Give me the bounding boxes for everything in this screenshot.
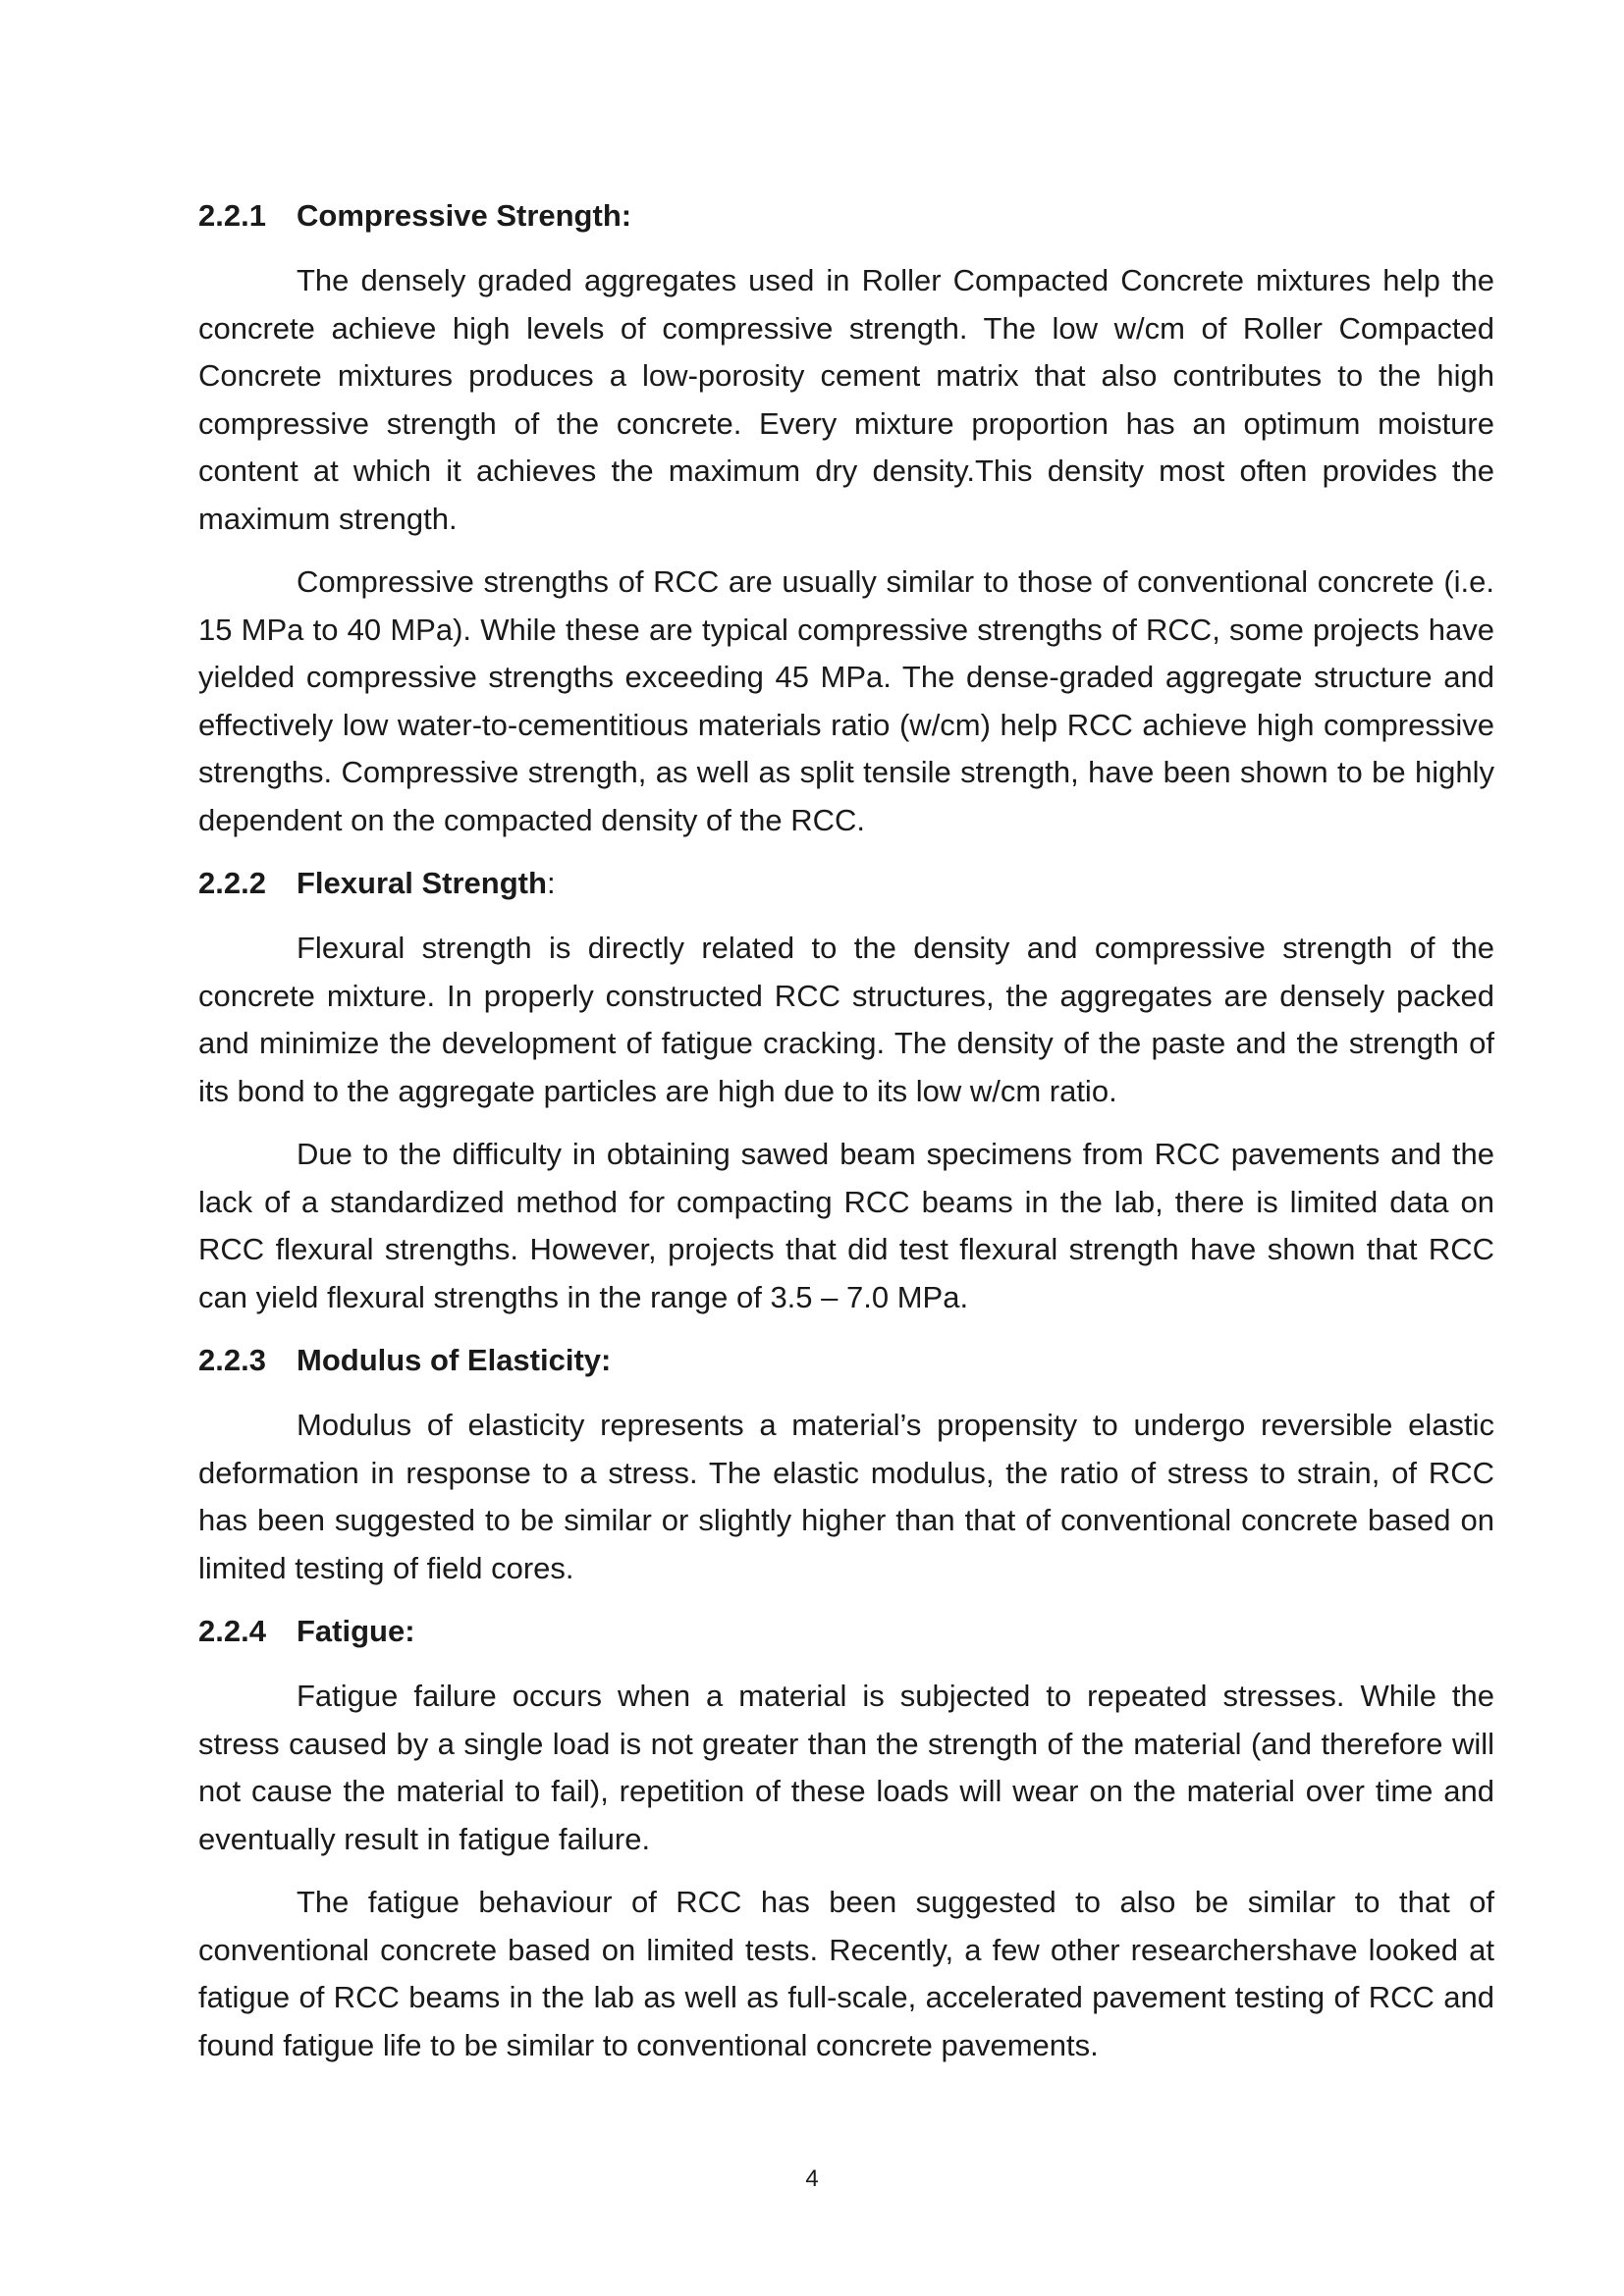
section-heading-compressive-strength (198, 192, 1494, 240)
section-title: Fatigue: (297, 1614, 415, 1648)
section-heading-flexural-strength (198, 860, 1494, 907)
section-number: 2.2.1 (198, 198, 266, 233)
section-number: 2.2.2 (198, 866, 266, 900)
paragraph: Compressive strengths of RCC are usually similar to those of conventional concrete (i.e. 15 MPa to 40 MPa). While these are typical compressive strengths of RCC, some projects have yielded compressive strengths exceeding 45 MPa. The dense-graded aggregate structure and effectively low water-to-cementitious materials ratio (w/cm) help RCC achieve high compressive strengths. Compressive strength, as well as split tensile strength, have been shown to be highly dependent on the compacted density of the RCC. (198, 564, 1494, 837)
page-content (198, 192, 1494, 2085)
paragraph: Fatigue failure occurs when a material is subjected to repeated stresses. While the stress caused by a single load is not greater than the strength of the material (and therefore will not cause the material to fail), repetition of these loads will wear on the material over time and eventually result in fatigue failure. (198, 1679, 1494, 1856)
page-number: 4 (805, 2165, 819, 2192)
section-heading-fatigue (198, 1608, 1494, 1655)
paragraph: Flexural strength is directly related to the density and compressive strength of the concrete mixture. In properly constructed RCC structures, the aggregates are densely packed and minimize the development of fatigue cracking. The density of the paste and the strength of its bond to the aggregate particles are high due to its low w/cm ratio. (198, 931, 1494, 1108)
section-title: Flexural Strength (297, 866, 547, 900)
section-number: 2.2.4 (198, 1614, 266, 1648)
paragraph: Due to the difficulty in obtaining sawed beam specimens from RCC pavements and the lack of a standardized method for compacting RCC beams in the lab, there is limited data on RCC flexural strengths. However, projects that did test flexural strength have shown that RCC can yield flexural strengths in the range of 3.5 – 7.0 MPa. (198, 1137, 1494, 1314)
section-heading-modulus-of-elasticity (198, 1337, 1494, 1384)
paragraph: Modulus of elasticity represents a material’s propensity to undergo reversible elastic deformation in response to a stress. The elastic modulus, the ratio of stress to strain, of RCC has been suggested to be similar or slightly higher than that of conventional concrete based on limited testing of field cores. (198, 1408, 1494, 1585)
section-number: 2.2.3 (198, 1343, 266, 1377)
paragraph: The densely graded aggregates used in Roller Compacted Concrete mixtures help the concrete achieve high levels of compressive strength. The low w/cm of Roller Compacted Concrete mixtures produces a low-porosity cement matrix that also contributes to the high compressive strength of the concrete. Every mixture proportion has an optimum moisture content at which it achieves the maximum dry density.This density most often provides the maximum strength. (198, 263, 1494, 536)
paragraph: The fatigue behaviour of RCC has been suggested to also be similar to that of conventional concrete based on limited tests. Recently, a few other researchershave looked at fatigue of RCC beams in the lab as well as full-scale, accelerated pavement testing of RCC and found fatigue life to be similar to conventional concrete pavements. (198, 1885, 1494, 2062)
section-title: Compressive Strength: (297, 198, 632, 233)
section-title-suffix: : (546, 866, 556, 900)
section-title: Modulus of Elasticity: (297, 1343, 612, 1377)
